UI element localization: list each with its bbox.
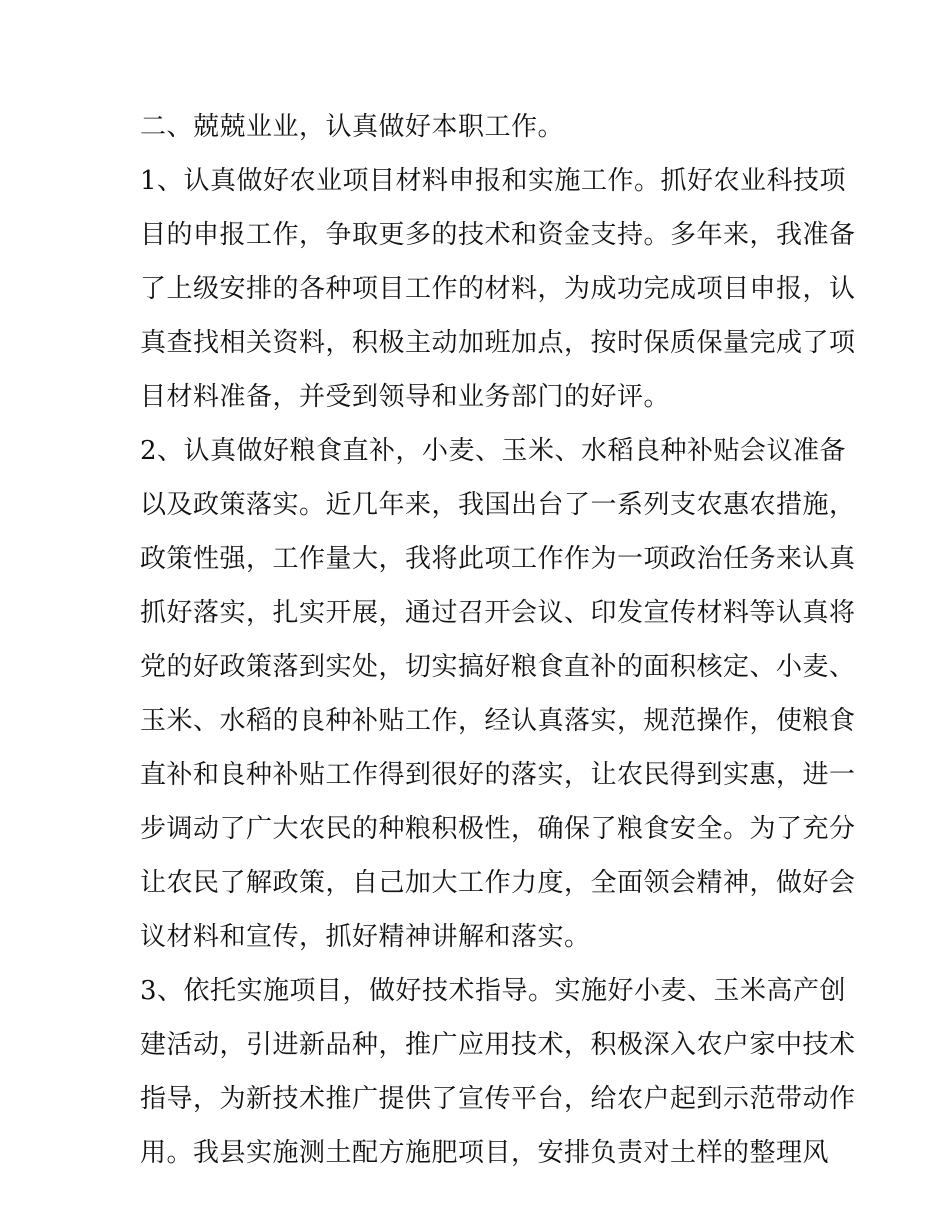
text-line: 2、认真做好粮食直补，小麦、玉米、水稻良种补贴会议准备 xyxy=(140,436,847,466)
text-line: 直补和良种补贴工作得到很好的落实，让农民得到实惠，进一 xyxy=(140,760,856,790)
text-line: 真查找相关资料，积极主动加班加点，按时保质保量完成了项 xyxy=(140,328,856,358)
text-line: 玉米、水稻的良种补贴工作，经认真落实，规范操作，使粮食 xyxy=(140,706,856,736)
text-line: 1、认真做好农业项目材料申报和实施工作。抓好农业科技项 xyxy=(140,166,847,196)
text-line: 以及政策落实。近几年来，我国出台了一系列支农惠农措施， xyxy=(140,490,856,520)
text-line: 让农民了解政策，自己加大工作力度，全面领会精神，做好会 xyxy=(140,868,856,898)
text-line: 目的申报工作，争取更多的技术和资金支持。多年来，我准备 xyxy=(140,220,856,250)
section-heading: 二、兢兢业业，认真做好本职工作。 xyxy=(140,112,565,142)
text-line: 用。我县实施测土配方施肥项目，安排负责对土样的整理风 xyxy=(140,1138,830,1168)
text-line: 建活动，引进新品种，推广应用技术，积极深入农户家中技术 xyxy=(140,1030,856,1060)
text-line: 政策性强，工作量大，我将此项工作作为一项政治任务来认真 xyxy=(140,544,856,574)
text-line: 议材料和宣传，抓好精神讲解和落实。 xyxy=(140,922,591,952)
text-line: 步调动了广大农民的种粮积极性，确保了粮食安全。为了充分 xyxy=(140,814,856,844)
text-line: 3、依托实施项目，做好技术指导。实施好小麦、玉米高产创 xyxy=(140,976,847,1006)
text-line: 指导，为新技术推广提供了宣传平台，给农户起到示范带动作 xyxy=(140,1084,856,1114)
text-line: 目材料准备，并受到领导和业务部门的好评。 xyxy=(140,382,671,412)
text-line: 了上级安排的各种项目工作的材料，为成功完成项目申报，认 xyxy=(140,274,856,304)
text-line: 党的好政策落到实处，切实搞好粮食直补的面积核定、小麦、 xyxy=(140,652,856,682)
text-line: 抓好落实，扎实开展，通过召开会议、印发宣传材料等认真将 xyxy=(140,598,856,628)
